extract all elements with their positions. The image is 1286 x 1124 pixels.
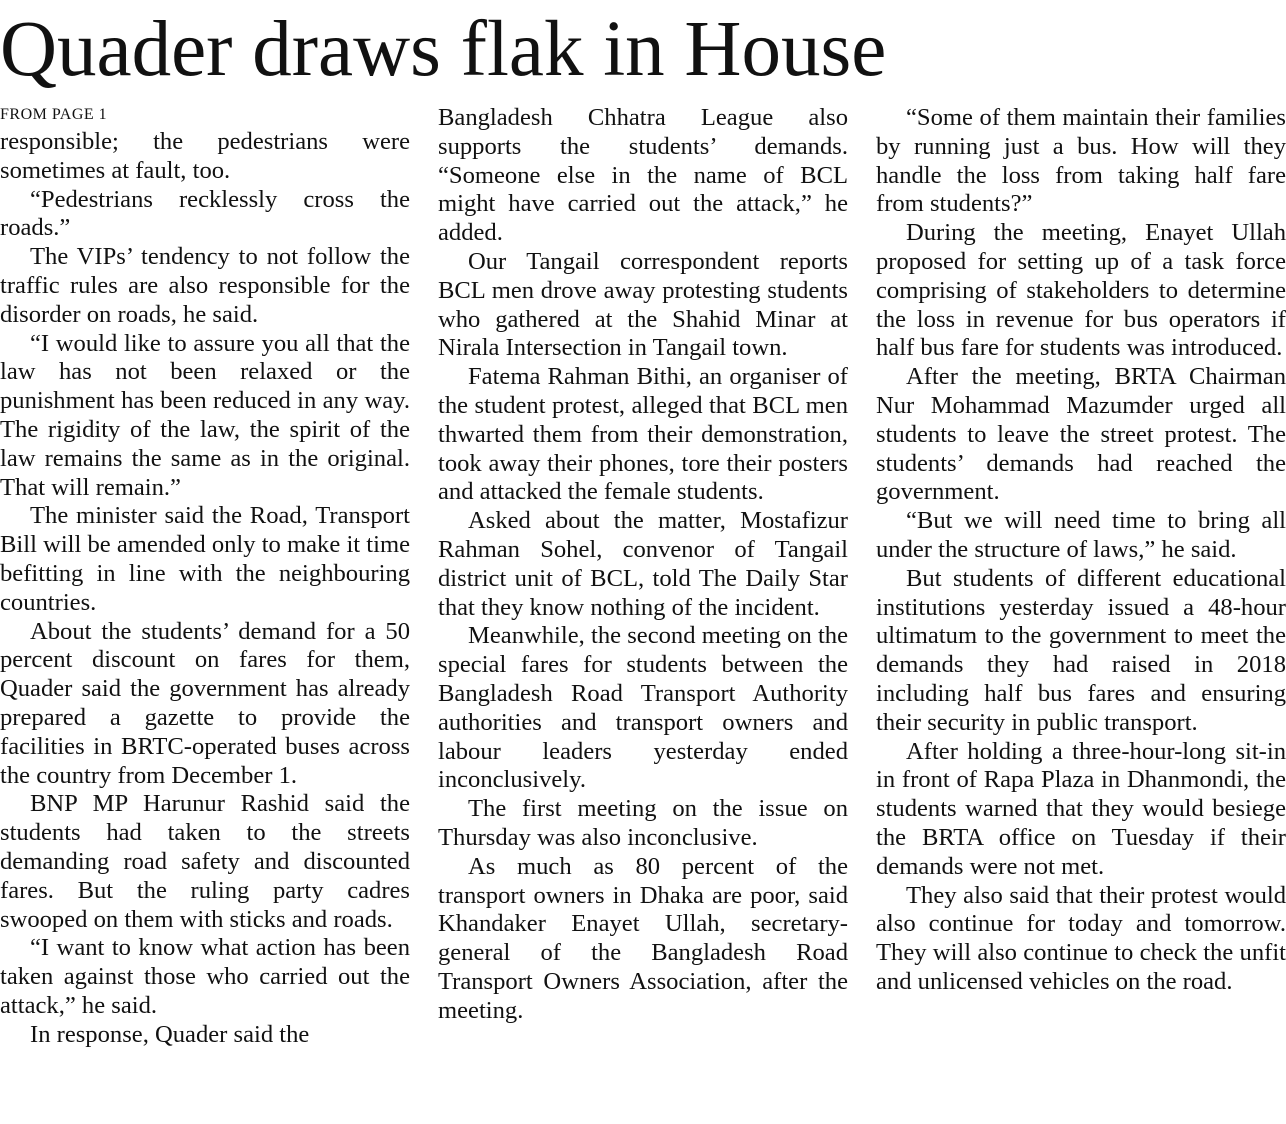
paragraph: After holding a three-hour-long sit-in in front of Rapa Plaza in Dhanmondi, the students warned that they would besiege the BRTA office on Tuesday if their demands were not met.	[876, 737, 1286, 880]
paragraph: Bangladesh Chhatra League also supports the students’ demands. “Someone else in the name of BCL might have carried out the attack,” he added.	[438, 104, 848, 247]
paragraph: Asked about the matter, Mostafizur Rahman Sohel, convenor of Tangail district unit of BCL, told The Daily Star that they know nothing of the incident.	[438, 507, 848, 621]
paragraph: BNP MP Harunur Rashid said the students had taken to the streets demanding road safety and discounted fares. But the ruling party cadres swooped on them with sticks and roads.	[0, 790, 410, 933]
paragraph: “But we will need time to bring all under the structure of laws,” he said.	[876, 507, 1286, 563]
paragraph: Fatema Rahman Bithi, an organiser of the student protest, alleged that BCL men thwarted them from their demonstration, took away their phones, tore their posters and attacked the female students.	[438, 363, 848, 506]
paragraph: About the students’ demand for a 50 percent discount on fares for them, Quader said the government has already prepared a gazette to provide the facilities in BRTC-operated buses across the country from December 1.	[0, 617, 410, 789]
paragraph: The VIPs’ tendency to not follow the traffic rules are also responsible for the disorder on roads, he said.	[0, 243, 410, 328]
paragraph: During the meeting, Enayet Ullah proposed for setting up of a task force comprising of stakeholders to determine the loss in revenue for bus operators if half bus fare for students was introduced.	[876, 219, 1286, 362]
paragraph: “Some of them maintain their families by running just a bus. How will they handle the loss from taking half fare from students?”	[876, 104, 1286, 218]
paragraph: The minister said the Road, Transport Bill will be amended only to make it time befitting in line with the neighbouring countries.	[0, 502, 410, 616]
paragraph: “Pedestrians recklessly cross the roads.”	[0, 185, 410, 242]
article-column-2	[438, 104, 848, 1026]
article-column-3	[876, 104, 1286, 997]
paragraph: As much as 80 percent of the transport owners in Dhaka are poor, said Khandaker Enayet Ullah, secretary-general of the Bangladesh Road Transport Owners Association, after the meeting.	[438, 852, 848, 1024]
paragraph: In response, Quader said the	[30, 1020, 310, 1048]
paragraph: But students of different educational institutions yesterday issued a 48-hour ultimatum to the government to meet the demands they had raised in 2018 including half bus fares and ensuring their security in public transport.	[876, 564, 1286, 736]
paragraph: responsible; the pedestrians were sometimes at fault, too.	[0, 128, 410, 184]
paragraph: After the meeting, BRTA Chairman Nur Mohammad Mazumder urged all students to leave the street protest. The students’ demands had reached the government.	[876, 363, 1286, 506]
paragraph: Meanwhile, the second meeting on the special fares for students between the Bangladesh Road Transport Authority authorities and transport owners and labour leaders yesterday ended inconclusively.	[438, 622, 848, 794]
paragraph: The first meeting on the issue on Thursday was also inconclusive.	[438, 795, 848, 851]
article-column-1	[0, 104, 410, 1050]
paragraph: “I would like to assure you all that the law has not been relaxed or the punishment has been reduced in any way. The rigidity of the law, the spirit of the law remains the same as in the original. That will remain.”	[0, 329, 410, 501]
headline: Quader draws flak in House	[0, 6, 887, 93]
jump-line: FROM PAGE 1	[0, 106, 108, 123]
paragraph: They also said that their protest would also continue for today and tomorrow. They will also continue to check the unfit and unlicensed vehicles on the road.	[876, 881, 1286, 995]
paragraph: “I want to know what action has been taken against those who carried out the attack,” he said.	[0, 934, 410, 1019]
paragraph: Our Tangail correspondent reports BCL men drove away protesting students who gathered at the Shahid Minar at Nirala Intersection in Tangail town.	[438, 247, 848, 362]
